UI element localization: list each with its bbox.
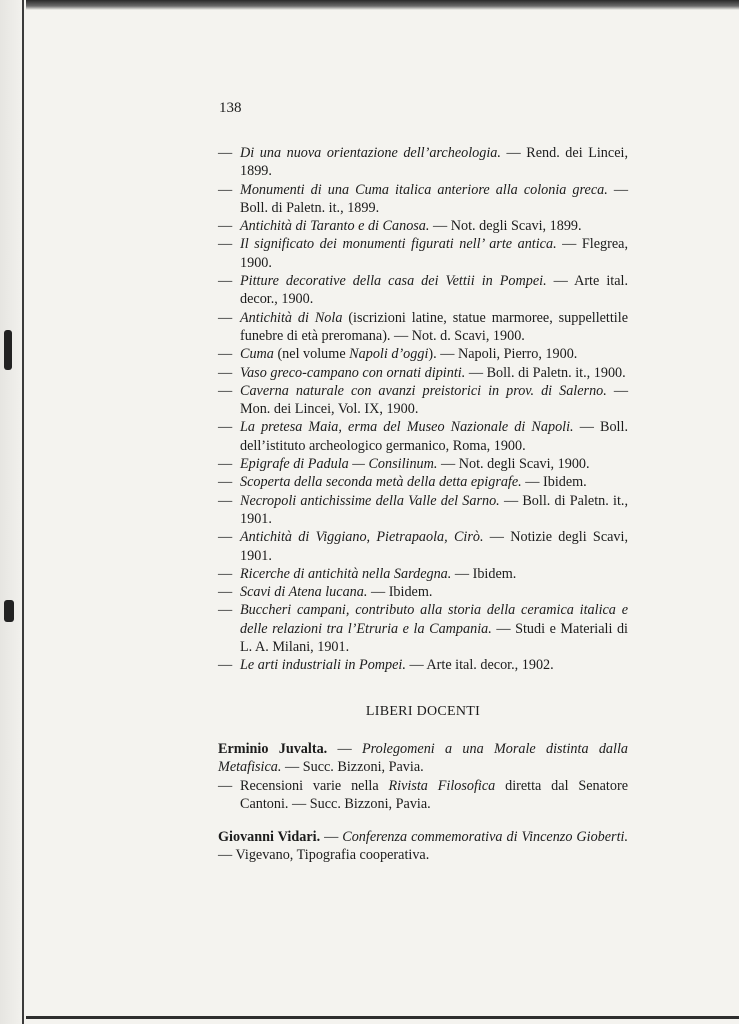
entry-title: Necropoli antichissime della Valle del Sarno. [240, 492, 500, 509]
margin-mark [4, 330, 12, 370]
entry-title: Caverna naturale con avanzi preistorici in prov. di Salerno. [240, 382, 607, 399]
author-name: Erminio Juvalta. [218, 741, 328, 757]
entry-title: Scoperta della seconda metà della detta epigrafe. [240, 474, 522, 491]
bibliography-entry: — Epigrafe di Padula — Consilinum. — Not. degli Scavi, 1900. [218, 456, 590, 473]
entry-title: Buccheri campani, contributo alla storia della ceramica italica e delle relazioni tra l’Etruria e la Campania. [240, 602, 628, 637]
liberi-docenti-section [218, 740, 628, 865]
page-number: 138 [219, 100, 242, 116]
author-name: Giovanni Vidari. [218, 829, 321, 846]
entry-title: Di una nuova orientazione dell’archeologia. [240, 145, 501, 161]
juvalta-entry-2: — Recensioni varie nella Rivista Filosofica diretta dal Senatore Cantoni. — Succ. Bizzoni, Pavia. [218, 777, 628, 812]
binding-line [22, 0, 24, 1024]
work-title: Conferenza commemorativa di Vincenzo Gioberti. [342, 829, 629, 846]
bibliography-entry: — Antichità di Viggiano, Pietrapaola, Cirò. — Notizie degli Scavi, 1901. [218, 529, 628, 564]
entry-title: Cuma [240, 346, 274, 363]
bibliography-entry: — Il significato dei monumenti figurati nell’ arte antica. — Flegrea, 1900. [218, 236, 628, 271]
page-bottom-edge [26, 1016, 739, 1019]
entry-title: Vaso greco-campano con ornati dipinti. [240, 364, 466, 381]
juvalta-entry: Erminio Juvalta. — Prolegomeni a una Morale distinta dalla Metafisica. — Succ. Bizzoni, Pavia. [218, 741, 628, 776]
journal-title: Rivista Filosofica [388, 777, 496, 794]
bibliography-entry: — Vaso greco-campano con ornati dipinti. — Boll. di Paletn. it., 1900. [218, 364, 626, 381]
entry-title: Pitture decorative della casa dei Vettii in Pompei. [240, 273, 547, 290]
bibliography-entry: — Scavi di Atena lucana. — Ibidem. [218, 584, 433, 601]
bibliography-entry: — Scoperta della seconda metà della detta epigrafe. — Ibidem. [218, 474, 587, 491]
bibliography-entry: — Caverna naturale con avanzi preistorici in prov. di Salerno. — Mon. dei Lincei, Vol. IX, 1900. [218, 382, 629, 418]
entry-title: Antichità di Taranto e di Canosa. [240, 218, 430, 235]
bibliography-entry: — Buccheri campani, contributo alla storia della ceramica italica e delle relazioni tra l’Etruria e la Campania. — Studi e Materiali di L. A. Milani, 1901. [218, 602, 628, 656]
entry-title: Antichità di Viggiano, Pietrapaola, Cirò. [240, 529, 484, 546]
bibliography-entry: — La pretesa Maia, erma del Museo Nazionale di Napoli. — Boll. dell’istituto archeologico germanico, Roma, 1900. [218, 419, 628, 454]
entry-title: Monumenti di una Cuma italica anteriore alla colonia greca. [240, 181, 608, 198]
bibliography-entry: — Necropoli antichissime della Valle del Sarno. — Boll. di Paletn. it., 1901. [218, 492, 628, 527]
entry-title: Scavi di Atena lucana. [240, 584, 368, 601]
bibliography-entry: — Di una nuova orientazione dell’archeologia. — Rend. dei Lincei, 1899. [218, 145, 628, 180]
bibliography-entry: — Ricerche di antichità nella Sardegna. — Ibidem. [218, 565, 517, 582]
entry-title: Antichità di Nola [240, 309, 343, 326]
page-top-edge [0, 0, 739, 10]
entry-title: La pretesa Maia, erma del Museo Nazionale di Napoli. [240, 419, 574, 436]
entry-title: Epigrafe di Padula — Consilinum. [240, 456, 438, 473]
entry-title: Ricerche di antichità nella Sardegna. [240, 565, 452, 582]
bibliography-entry: — Antichità di Nola (iscrizioni latine, statue marmoree, suppellettile funebre di età preromana). — Not. d. Scavi, 1900. [218, 309, 628, 344]
bibliography-entry: — Monumenti di una Cuma italica anteriore alla colonia greca. — Boll. di Paletn. it., 1899. [218, 181, 629, 216]
bibliography-entry: — Antichità di Taranto e di Canosa. — Not. degli Scavi, 1899. [218, 218, 582, 235]
entry-title: Le arti industriali in Pompei. [240, 657, 406, 674]
entry-title: Il significato dei monumenti figurati nell’ arte antica. [240, 236, 557, 253]
vidari-entry: Giovanni Vidari. — Conferenza commemorativa di Vincenzo Gioberti. — Vigevano, Tipografia cooperativa. [218, 829, 629, 864]
section-heading: LIBERI DOCENTI [365, 704, 481, 719]
bibliography-entry: — Cuma (nel volume Napoli d’oggi). — Napoli, Pierro, 1900. [218, 346, 578, 363]
bibliography-list [218, 144, 628, 675]
margin-mark [4, 600, 14, 622]
bibliography-entry: — Pitture decorative della casa dei Vettii in Pompei. — Arte ital. decor., 1900. [218, 273, 628, 308]
work-title: Prolegomeni a una Morale distinta dalla Metafisica. [218, 741, 628, 776]
bibliography-entry: — Le arti industriali in Pompei. — Arte ital. decor., 1902. [218, 657, 554, 674]
